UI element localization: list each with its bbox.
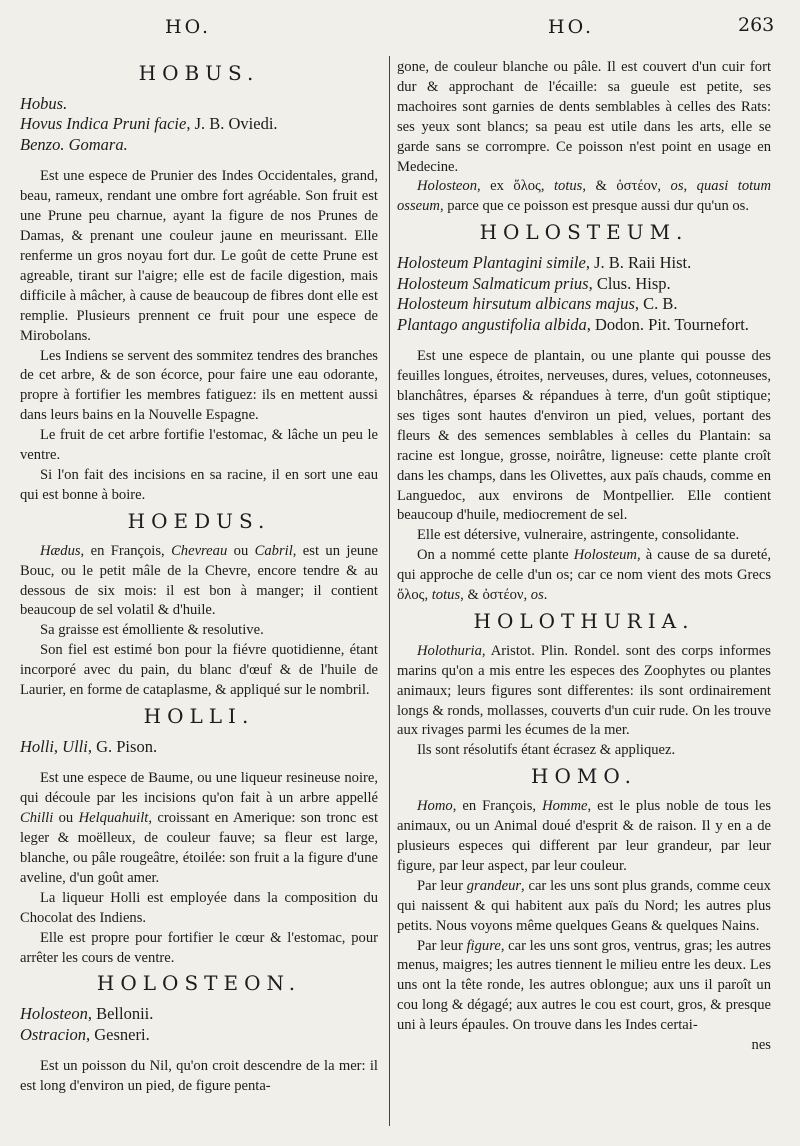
column-divider [389, 56, 390, 1126]
running-head-left: HO. [165, 16, 212, 38]
paragraph: Est un poisson du Nil, qu'on croit descendre de la mer: il est long d'environ un pied, de figure penta- [20, 1058, 378, 1095]
entry-homo [397, 764, 772, 1056]
paragraph: gone, de couleur blanche ou pâle. Il est couvert d'un cuir fort dur & approchant de l'écaille: sa gueule est petite, ses machoires sont garnies de dents semblables à celles des Rats: ses yeux sont blancs; sa peau est utile dans les arts, elle se garde sans se corrompre. Ce poisson n'est point en usage en Medecine. [397, 59, 771, 175]
entry-heading: HOBUS. [138, 61, 260, 85]
paragraph: Par leur figure, car les uns sont gros, ventrus, gras; les autres menus, maigres; les autres tiennent le milieu entre les deux. Les uns ont la tête ronde, les autres oblongue; aux uns il paroît un cou long & dégagé; aux autres le cou est court, gros, & presque uni à leurs épaules. On trouve dans les Indes certai- [397, 937, 771, 1034]
left-column [20, 58, 378, 1097]
paragraph: Est une espece de Baume, ou une liqueur resineuse noire, qui découle par les incisions qu'on fait à un arbre appellé Chilli ou Helquahuilt, croissant en Amerique: son tronc est leger & moëlleux, de couleur fauve; sa fleur est large, blanche, ou pâle rougeâtre, étoilée: son fruit a la figure d'une aveline, d'un goût amer. [20, 770, 379, 886]
entry-holosteon [20, 971, 378, 1097]
entry-heading: HOLLI. [143, 703, 255, 728]
paragraph: Holothuria, Aristot. Plin. Rondel. sont des corps informes marins qu'on a mis entre les especes des Zoophytes ou plantes animaux; leurs figures sont differentes: ils sont ordinairement longs & ronds, mollasses, couverts d'un cuir rude. On les trouve aux rivages parmi les écumes de la mer. [397, 642, 771, 739]
paragraph: Par leur grandeur, car les uns sont plus grands, comme ceux qui naissent & qui habitent aux païs du Nord; les autres plus petits. Nous voyons même quelques Geans & quelques Nains. [397, 877, 771, 934]
synonym-line: Benzo. Gomara. [20, 134, 128, 154]
entry-heading: HOEDUS. [127, 508, 271, 533]
paragraph: Son fiel est estimé bon pour la fiévre quotidienne, étant incorporé avec du pain, du blanc d'œuf & de l'huile de Laurier, en forme de cataplasme, & appliqué sur le nombril. [20, 642, 378, 699]
paragraph: Est une espece de Prunier des Indes Occidentales, grand, beau, rameux, rendant une ombre fort agréable. Son fruit est une Prune peu charnue, ayant la figure de nos Prunes de Damas, & prenant une couleur jaune en meurissant. Elle renferme un gros noyau fort dur. Le goût de cette Prune est agreable, tirant sur l'aigre; elle est de facile digestion, mais difficile à mâcher, à cause de beaucoup de fibres dont elle est remplie. Plusieurs prennent ce fruit pour une espece de Mirobolans. [20, 168, 378, 344]
synonym-line: Holosteum Plantagini simile, J. B. Raii Hist. [397, 253, 692, 273]
paragraph: La liqueur Holli est employée dans la composition du Chocolat des Indiens. [20, 889, 378, 926]
paragraph: Elle est propre pour fortifier le cœur & l'estomac, pour arrêter les cours de ventre. [20, 929, 378, 966]
synonym-line: Holli, Ulli, G. Pison. [20, 736, 158, 756]
entry-holosteum [397, 220, 771, 606]
page-number: 263 [738, 14, 775, 36]
paragraph: Le fruit de cet arbre fortifie l'estomac, & lâche un peu le ventre. [20, 427, 378, 464]
right-column [397, 58, 771, 1056]
running-head-right: HO. [548, 16, 595, 38]
synonym-line: Hobus. [20, 93, 68, 113]
entry-holothuria [397, 608, 771, 761]
catchword: nes [751, 1037, 771, 1054]
synonym-line: Hovus Indica Pruni facie, J. B. Oviedi. [20, 114, 278, 134]
synonym-line: Holosteon, Bellonii. [20, 1004, 154, 1024]
synonym-line: Holosteum hirsutum albicans majus, C. B. [397, 294, 678, 314]
paragraph: On a nommé cette plante Holosteum, à cause de sa dureté, qui approche de celle d'un os; car ce nom vient des mots Grecs ὅλος, totus, & ὀστέον, os. [397, 547, 771, 604]
paragraph: Sa graisse est émolliente & resolutive. [40, 622, 264, 639]
entry-heading: HOLOSTEON. [96, 971, 302, 996]
entry-holli [20, 703, 379, 968]
synonym-line: Ostracion, Gesneri. [20, 1024, 150, 1044]
synonym-line: Holosteum Salmaticum prius, Clus. Hisp. [397, 273, 671, 293]
synonyms [20, 1004, 378, 1045]
entry-heading: HOLOTHURIA. [473, 608, 695, 633]
paragraph: Est une espece de plantain, ou une plante qui pousse des feuilles longues, étroites, nerveuses, dures, velues, cotonneuses, blanchâtres, éparses & répandues à terre, d'un goût stiptique; ses tiges sont hautes d'environ un pied, velues, portant des fleurs & des semences semblables à celles du Plantain: sa racine est longue, grosse, noirâtre, ligneuse: cette plante croît dans les champs, dans les Olivettes, aux païs chauds, comme en Languedoc, aux environs de Montpellier. Elle contient beaucoup d'huile, mediocrement de sel. [397, 348, 771, 524]
paragraph: Si l'on fait des incisions en sa racine, il en sort une eau qui est bonne à boire. [20, 467, 378, 503]
entry-heading: HOMO. [531, 764, 637, 789]
entry-hobus [20, 61, 378, 506]
entry-holosteon-continued [397, 58, 771, 217]
synonyms [20, 94, 378, 156]
paragraph: Les Indiens se servent des sommitez tendres des branches de cet arbre, & de son écorce, pour faire une eau odorante, propre à fortifier les membres fatiguez: ils en mettent aussi dans leurs bains en la Nouvelle Espagne. [20, 347, 378, 424]
paragraph: Hædus, en François, Chevreau ou Cabril, est un jeune Bouc, ou le petit mâle de la Chevre, encore tendre & au dessous de six mois: il est bon à manger; il contient beaucoup de sel volatil & d'huile. [20, 542, 378, 619]
paragraph: Holosteon, ex ὅλος, totus, & ὀστέον, os, quasi totum osseum, parce que ce poisson est presque aussi dur qu'un os. [397, 178, 772, 215]
entry-heading: HOLOSTEUM. [479, 220, 689, 245]
synonym-line: Plantago angustifolia albida, Dodon. Pit. Tournefort. [397, 314, 749, 334]
synonyms [397, 253, 771, 335]
paragraph: Elle est détersive, vulneraire, astringente, consolidante. [417, 527, 740, 544]
entry-hoedus [20, 508, 378, 701]
paragraph: Homo, en François, Homme, est le plus noble de tous les animaux, ou un Animal doué d'esprit & de raison. Il y en a de plusieurs especes qui different par leur grandeur, par leur figure, par leur aspect, par leur couleur. [397, 798, 772, 874]
synonyms [20, 737, 378, 758]
paragraph: Ils sont résolutifs étant écrasez & appliquez. [417, 742, 676, 759]
